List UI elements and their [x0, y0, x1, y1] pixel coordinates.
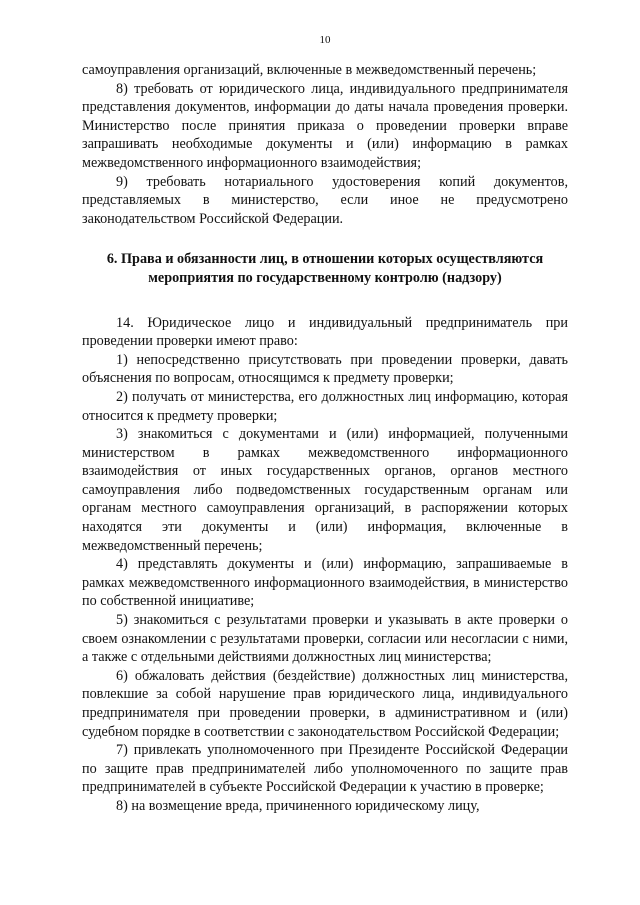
paragraphs-before-heading	[82, 61, 568, 228]
paragraph-right-2: 2) получать от министерства, его должностных лиц информацию, которая относится к предмету проверки;	[82, 388, 568, 424]
paragraph-clause-14: 14. Юридическое лицо и индивидуальный предприниматель при проведении проверки имеют право:	[82, 314, 568, 350]
paragraph-item-8: 8) требовать от юридического лица, индивидуального предпринимателя представления документов, информации до даты начала проведения проверки. Министерство после принятия приказа о проведении проверки вправе запрашивать необходимые документы и (или) информацию в рамках межведомственного информационного взаимодействия;	[82, 80, 568, 171]
section-heading: 6. Права и обязанности лиц, в отношении которых осуществляются мероприятия по государственному контролю (надзору)	[106, 251, 544, 286]
paragraph-right-6: 6) обжаловать действия (бездействие) должностных лиц министерства, повлекшие за собой нарушение прав юридического лица, индивидуального предпринимателя при проведении проверки, в административном и (или) судебном порядке в соответствии с законодательством Российской Федерации;	[82, 667, 568, 740]
paragraph-right-4: 4) представлять документы и (или) информацию, запрашиваемые в рамках межведомственного информационного взаимодействия, в министерство по собственной инициативе;	[82, 556, 568, 610]
page-number: 10	[319, 34, 331, 46]
paragraph-item-9: 9) требовать нотариального удостоверения копий документов, представляемых в министерство, если иное не предусмотрено законодательством Российской Федерации.	[82, 173, 568, 227]
paragraph-continuation: самоуправления организаций, включенные в межведомственный перечень;	[82, 62, 537, 78]
paragraph-right-5: 5) знакомиться с результатами проверки и указывать в акте проверки о своем ознакомлении с результатами проверки, согласии или несогласии с ними, а также с отдельными действиями должностных лиц министерства;	[82, 612, 568, 666]
paragraph-right-1: 1) непосредственно присутствовать при проведении проверки, давать объяснения по вопросам, относящимся к предмету проверки;	[82, 351, 568, 387]
paragraph-right-8: 8) на возмещение вреда, причиненного юридическому лицу,	[116, 797, 480, 814]
paragraphs-after-heading	[82, 314, 568, 816]
paragraph-right-7: 7) привлекать уполномоченного при Президенте Российской Федерации по защите прав предпринимателей либо уполномоченного по защите прав предпринимателей в субъекте Российской Федерации к участию в проверке;	[82, 742, 568, 796]
paragraph-right-3: 3) знакомиться с документами и (или) информацией, полученными министерством в рамках межведомственного информационного взаимодействия от иных государственных органов, органов местного самоуправления либо подведомственных государственным органам или органам местного самоуправления организаций, в распоряжении которых находятся эти документы и (или) информация, включенные в межведомственный перечень;	[82, 426, 568, 554]
